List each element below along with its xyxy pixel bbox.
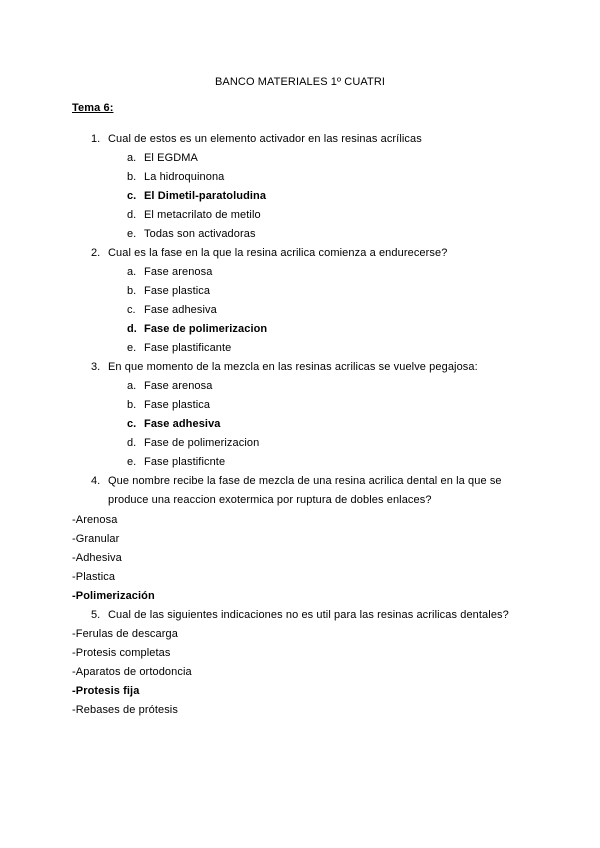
option-letter: a. xyxy=(127,266,137,278)
question-number: 3. xyxy=(91,361,101,373)
section-heading: Tema 6: xyxy=(72,102,114,114)
question-number: 1. xyxy=(91,133,101,145)
option-text: Fase de polimerizacion xyxy=(144,437,260,449)
option-letter: e. xyxy=(127,228,137,240)
option-letter: a. xyxy=(127,380,137,392)
answer-item: -Ferulas de descarga xyxy=(72,628,178,640)
answer-item: -Arenosa xyxy=(72,514,118,526)
answer-item-correct: -Protesis fija xyxy=(72,685,140,697)
option-letter-correct: c. xyxy=(127,190,137,202)
option-text-correct: Fase adhesiva xyxy=(144,418,221,430)
answer-item: -Aparatos de ortodoncia xyxy=(72,666,192,678)
option-text: Todas son activadoras xyxy=(144,228,256,240)
question-number: 2. xyxy=(91,247,101,259)
option-letter: b. xyxy=(127,171,137,183)
option-letter: c. xyxy=(127,304,136,316)
question-number: 4. xyxy=(91,475,101,487)
question-text: Cual de estos es un elemento activador en las resinas acrílicas xyxy=(108,133,422,145)
option-letter: e. xyxy=(127,342,137,354)
option-text: Fase arenosa xyxy=(144,380,213,392)
option-text: Fase plastificante xyxy=(144,342,232,354)
option-letter: b. xyxy=(127,285,137,297)
option-text: Fase plastica xyxy=(144,285,211,297)
question-text-continued: produce una reaccion exotermica por ruptura de dobles enlaces? xyxy=(108,494,432,506)
answer-item-correct: -Polimerización xyxy=(72,590,155,602)
option-text-correct: El Dimetil-paratoludina xyxy=(144,190,267,202)
option-letter: d. xyxy=(127,209,137,221)
option-text-correct: Fase de polimerizacion xyxy=(144,323,268,335)
question-text: En que momento de la mezcla en las resinas acrilicas se vuelve pegajosa: xyxy=(108,361,478,373)
option-text: El metacrilato de metilo xyxy=(144,209,261,221)
option-letter-correct: c. xyxy=(127,418,137,430)
option-letter: b. xyxy=(127,399,137,411)
question-number: 5. xyxy=(91,609,101,621)
question-text: Que nombre recibe la fase de mezcla de una resina acrilica dental en la que se xyxy=(108,475,502,487)
option-text: Fase plastificnte xyxy=(144,456,226,468)
answer-item: -Granular xyxy=(72,533,120,545)
option-text: Fase adhesiva xyxy=(144,304,217,316)
question-text: Cual de las siguientes indicaciones no es util para las resinas acrilicas dentales? xyxy=(108,609,509,621)
option-text: La hidroquinona xyxy=(144,171,225,183)
option-text: El EGDMA xyxy=(144,152,198,164)
option-letter-correct: d. xyxy=(127,323,137,335)
option-letter: a. xyxy=(127,152,137,164)
option-letter: e. xyxy=(127,456,137,468)
document-title: BANCO MATERIALES 1º CUATRI xyxy=(215,76,386,88)
answer-item: -Protesis completas xyxy=(72,647,171,659)
option-letter: d. xyxy=(127,437,137,449)
option-text: Fase plastica xyxy=(144,399,211,411)
answer-item: -Plastica xyxy=(72,571,116,583)
answer-item: -Rebases de prótesis xyxy=(72,704,178,716)
question-text: Cual es la fase en la que la resina acrilica comienza a endurecerse? xyxy=(108,247,448,259)
option-text: Fase arenosa xyxy=(144,266,213,278)
answer-item: -Adhesiva xyxy=(72,552,122,564)
